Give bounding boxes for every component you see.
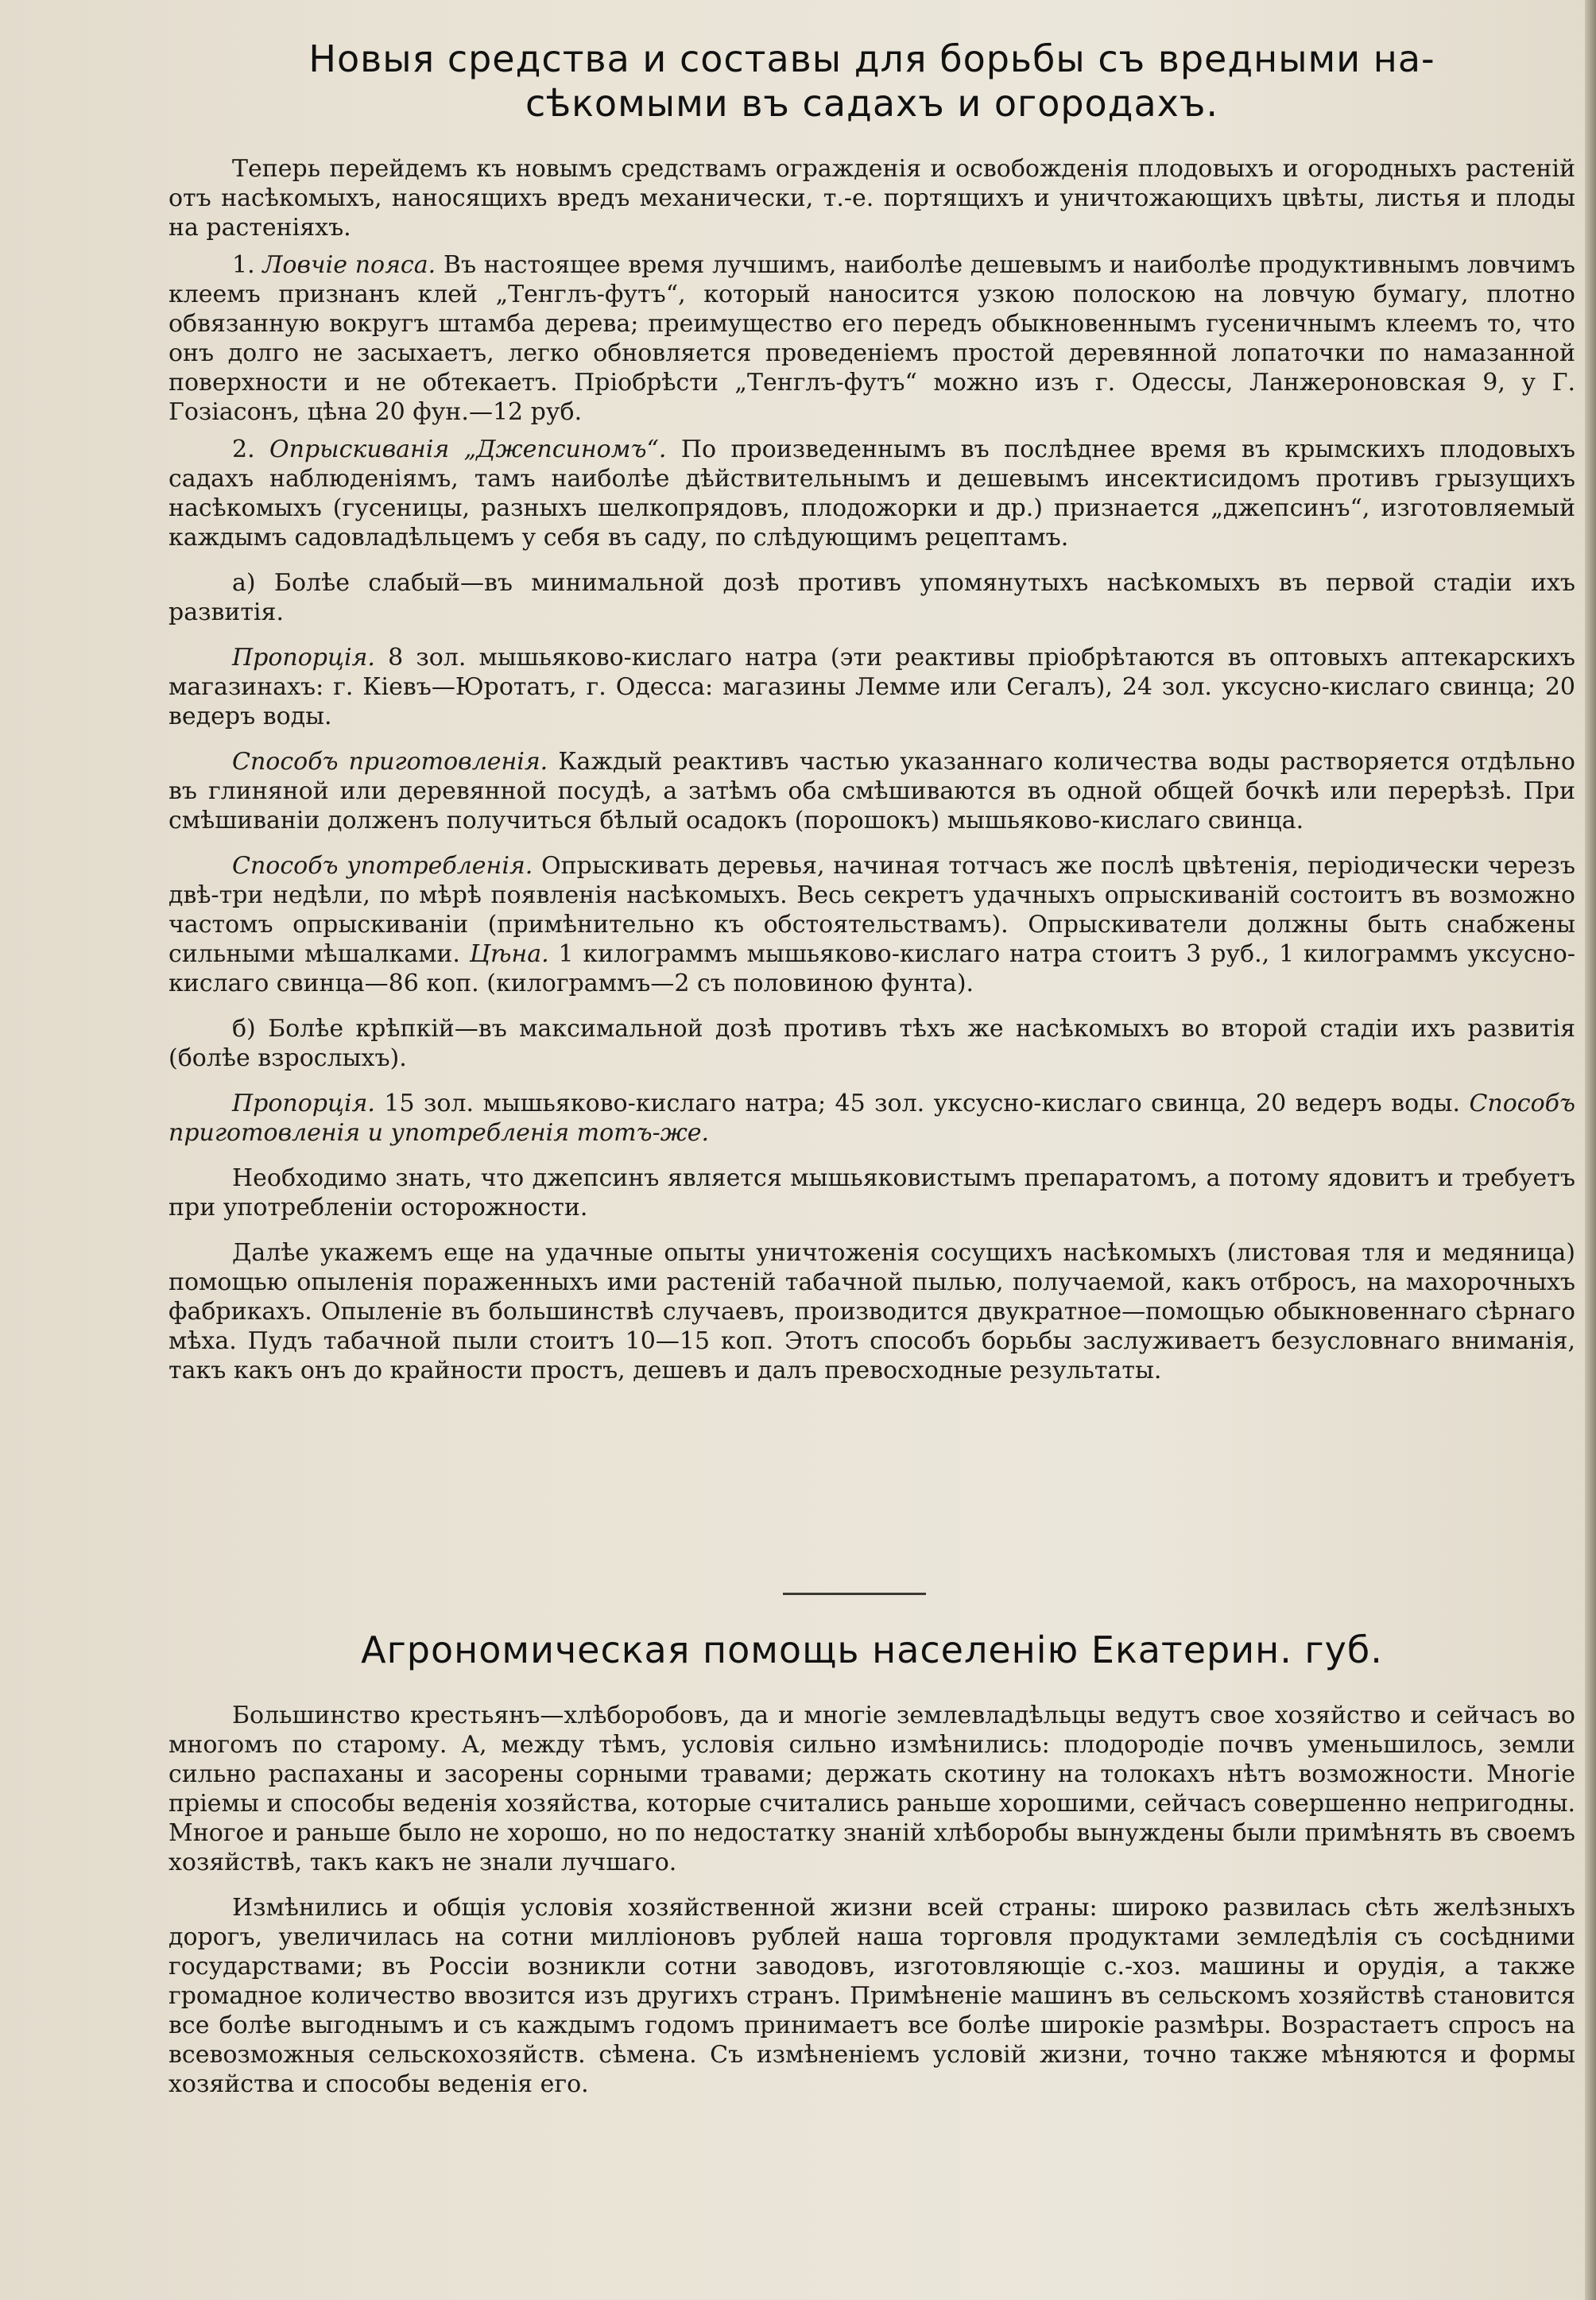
article-agronomic-help (169, 1628, 1575, 2107)
section-number: 2. (232, 436, 255, 463)
section-number: 1. (232, 251, 255, 279)
preparation-paragraph (169, 747, 1575, 835)
proportion-strong-paragraph (169, 1089, 1575, 1148)
weak-dose-paragraph: а) Болѣе слабый—въ минимальной дозѣ противъ упомянутыхъ насѣкомыхъ въ первой стадіи ихъ развитія. (169, 569, 1575, 626)
preparation-label: Способъ приготовленія. (232, 748, 548, 776)
method-same-note: Способъ приготовленія и употребленія тотъ-же. (169, 1090, 1575, 1147)
tobacco-dust-paragraph: Далѣе укажемъ еще на удачные опыты уничтоженія сосущихъ насѣкомыхъ (листовая тля и медяница) помощью опыленія пораженныхъ ими растеній табачной пылью, получаемой, какъ отбросъ, на махорочныхъ фабрикахъ. Опыленіе въ большинствѣ случаевъ, производится двукратное—помощью обыкновеннаго сѣрнаго мѣха. Пудъ табачной пыли стоитъ 10—15 коп. Этотъ способъ борьбы заслуживаетъ безусловнаго вниманія, такъ какъ онъ до крайности простъ, дешевъ и далъ превосходные результаты. (169, 1239, 1575, 1384)
section-spraying-text: По произведеннымъ въ послѣднее время въ крымскихъ плодовыхъ садахъ наблюденіямъ, тамъ наиболѣе дѣйствительнымъ и дешевымъ инсектисидомъ противъ грызущихъ насѣкомыхъ (гусеницы, разныхъ шелкопрядовъ, плодожорки и др.) признается „джепсинъ“, изготовляемый каждымъ садовладѣльцемъ у себя въ саду, по слѣдующимъ рецептамъ. (169, 436, 1575, 552)
title-line-1: Новыя средства и составы для борьбы съ вредными на- (308, 37, 1435, 80)
article-insect-control (169, 37, 1575, 1393)
price-label: Цѣна. (469, 940, 549, 968)
price-text: 1 килограммъ мышьяково-кислаго натра стоитъ 3 руб., 1 килограммъ уксусно-кислаго свинца—86 коп. (килограммъ—2 съ половиною фунта). (169, 940, 1575, 997)
section-traps-text: Въ настоящее время лучшимъ, наиболѣе дешевымъ и наиболѣе продуктивнымъ ловчимъ клеемъ признанъ клей „Тенглъ-футъ“, который наносится узкою полоскою на ловчую бумагу, плотно обвязанную вокругъ штамба дерева; преимущество его передъ обыкновеннымъ гусеничнымъ клеемъ то, что онъ долго не засыхаетъ, легко обновляется проведеніемъ простой деревянной лопаточки по намазанной поверхности и не обтекаетъ. Пріобрѣсти „Тенглъ-футъ“ можно изъ г. Одессы, Ланжероновская 9, у Г. Гозіасонъ, цѣна 20 фун.—12 руб. (169, 251, 1575, 426)
proportion-label: Пропорція. (232, 644, 375, 672)
article-title (169, 37, 1575, 126)
warning-paragraph: Необходимо знать, что джепсинъ является мышьяковистымъ препаратомъ, а потому ядовитъ и требуетъ при употребленіи осторожности. (169, 1164, 1575, 1222)
section-traps-paragraph (169, 250, 1575, 427)
strong-dose-paragraph: б) Болѣе крѣпкій—въ максимальной дозѣ противъ тѣхъ же насѣкомыхъ во второй стадіи ихъ развитія (болѣе взрослыхъ). (169, 1015, 1575, 1072)
usage-label: Способъ употребленія. (232, 852, 533, 880)
proportion-strong-text: 15 зол. мышьяково-кислаго натра; 45 зол. уксусно-кислаго свинца, 20 ведеръ воды. (384, 1090, 1461, 1117)
proportion-weak-text: 8 зол. мышьяково-кислаго натра (эти реактивы пріобрѣтаются въ оптовыхъ аптекарскихъ магазинахъ: г. Кіевъ—Юротатъ, г. Одесса: магазины Лемме или Сегалъ), 24 зол. уксусно-кислаго свинца; 20 ведеръ воды. (169, 644, 1575, 730)
economy-changes-paragraph: Измѣнились и общія условія хозяйственной жизни всей страны: широко развилась сѣть желѣзныхъ дорогъ, увеличилась на сотни милліоновъ рублей наша торговля продуктами земледѣлія съ сосѣдними государствами; въ Россіи возникли сотни заводовъ, изготовляющіе с.-хоз. машины и орудія, а также громадное количество ввозится изъ другихъ странъ. Примѣненіе машинъ въ сельскомъ хозяйствѣ становится все болѣе выгоднымъ и съ каждымъ годомъ принимаетъ все болѣе широкіе размѣры. Возрастаетъ спросъ на всевозможныя сельскохозяйств. сѣмена. Съ измѣненіемъ условій жизни, точно также мѣняются и формы хозяйства и способы веденія его. (169, 1894, 1575, 2098)
section-heading-spraying: Опрыскиванія „Джепсиномъ“. (269, 436, 667, 463)
proportion-weak-paragraph (169, 643, 1575, 731)
title-line-2: сѣкомыми въ садахъ и огородахъ. (525, 82, 1219, 125)
usage-paragraph (169, 851, 1575, 998)
proportion-label: Пропорція. (232, 1090, 375, 1117)
section-divider (783, 1593, 926, 1595)
intro-paragraph: Теперь перейдемъ къ новымъ средствамъ огражденія и освобожденія плодовыхъ и огородныхъ растеній отъ насѣкомыхъ, наносящихъ вредъ механически, т.-е. портящихъ и уничтожающихъ цвѣты, листья и плоды на растеніяхъ. (169, 155, 1575, 242)
title-line: Агрономическая помощь населенію Екатерин. губ. (361, 1628, 1383, 1671)
preparation-text: Каждый реактивъ частью указаннаго количества воды растворяется отдѣльно въ глиняной или деревянной посудѣ, а затѣмъ оба смѣшиваются въ одной общей бочкѣ или перерѣзѣ. При смѣшиваніи долженъ получиться бѣлый осадокъ (порошокъ) мышьяково-кислаго свинца. (169, 748, 1575, 834)
article-title (169, 1628, 1575, 1672)
book-spine-shadow (1585, 0, 1596, 2300)
farming-changes-paragraph: Большинство крестьянъ—хлѣборобовъ, да и многіе землевладѣльцы ведутъ свое хозяйство и сейчасъ во многомъ по старому. А, между тѣмъ, условія сильно измѣнились: плодородіе почвъ уменьшилось, земли сильно распаханы и засорены сорными травами; держать скотину на толокахъ нѣтъ возможности. Многіе пріемы и способы веденія хозяйства, которые считались раньше хорошими, сейчасъ совершенно непригодны. Многое и раньше было не хорошо, но по недостатку знаній хлѣборобы вынуждены были примѣнять въ своемъ хозяйствѣ, такъ какъ не знали лучшаго. (169, 1702, 1575, 1876)
section-spraying-paragraph (169, 435, 1575, 552)
section-heading-traps: Ловчіе пояса. (262, 251, 436, 279)
usage-text: Опрыскивать деревья, начиная тотчасъ же послѣ цвѣтенія, періодически черезъ двѣ-три недѣли, по мѣрѣ появленія насѣкомыхъ. Весь секретъ удачныхъ опрыскиваній состоитъ въ возможно частомъ опрыскиваніи (примѣнительно къ обстоятельствамъ). Опрыскиватели должны быть снабжены сильными мѣшалками. (169, 852, 1576, 968)
